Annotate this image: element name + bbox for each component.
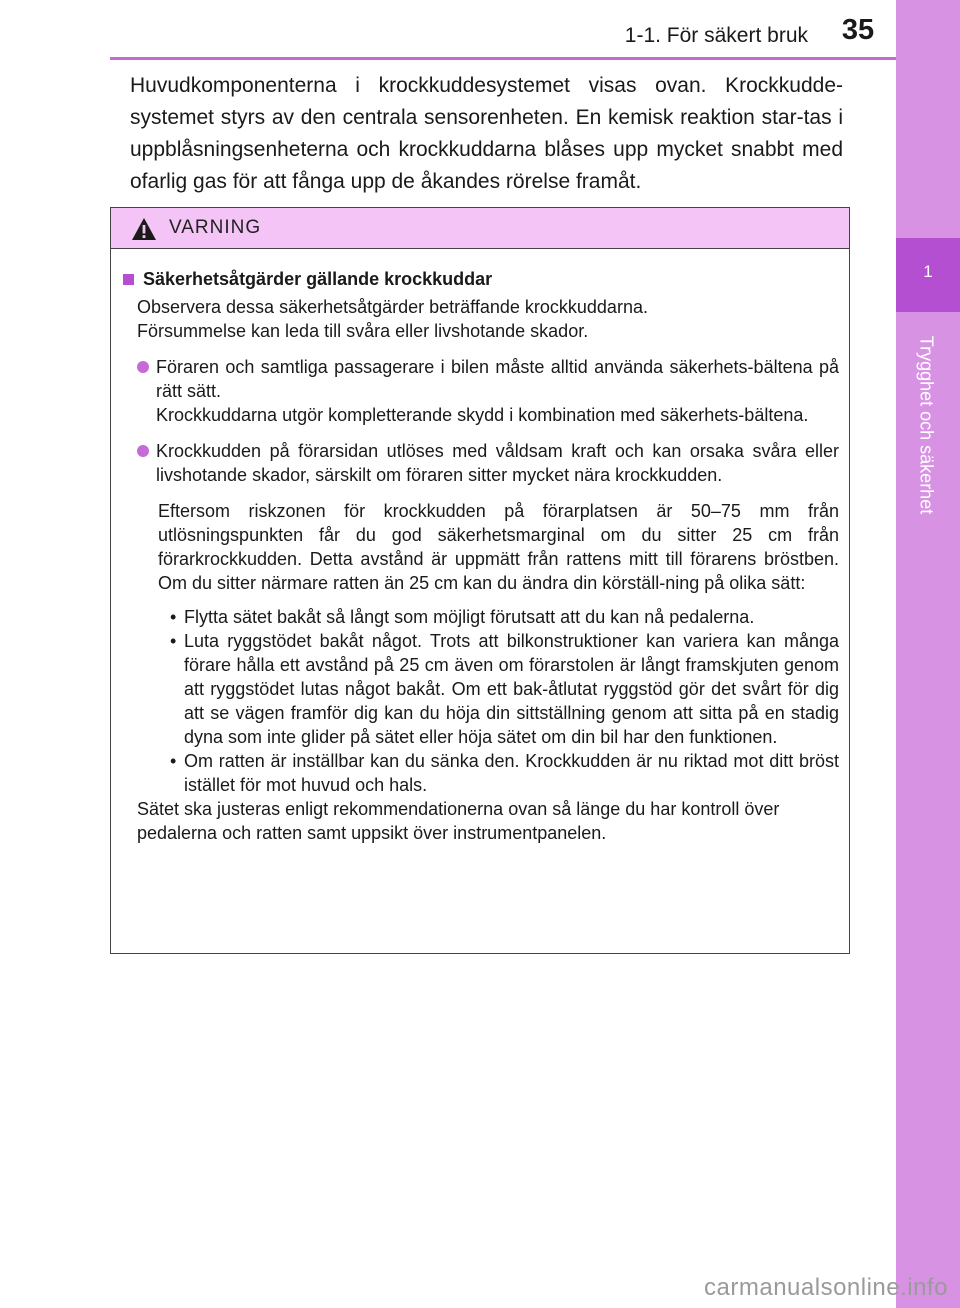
- sub-item-text: Om ratten är inställbar kan du sänka den. Krockkudden är nu riktad mot ditt bröst istället för mot huvud och hals.: [184, 751, 839, 795]
- warning-lead-2: Försummelse kan leda till svåra eller livshotande skador.: [137, 321, 589, 341]
- sub-item-text: Flytta sätet bakåt så långt som möjligt förutsatt att du kan nå pedalerna.: [184, 607, 755, 627]
- detail-paragraph: Eftersom riskzonen för krockkudden på förarplatsen är 50–75 mm från utlösningspunkten får du god säkerhetsmarginal om du sitter 25 cm från förarkrockkudden. Detta avstånd är uppmätt från rattens mitt till förarens bröstben. Om du sitter närmare ratten än 25 cm kan du ändra din körställ-ning på olika sätt:: [158, 501, 839, 593]
- sub-list-item: [158, 605, 839, 629]
- section-title: 1-1. För säkert bruk: [624, 24, 808, 47]
- bullet-text: Krockkudden på förarsidan utlöses med våldsam kraft och kan orsaka svåra eller livshotande skador, särskilt om föraren sitter mycket nära krockkudden.: [156, 441, 839, 485]
- dot-bullet-icon: •: [170, 751, 177, 771]
- warning-header: [111, 208, 849, 249]
- header-rule: [110, 57, 896, 60]
- sub-list-item: [158, 749, 839, 797]
- chapter-number: 1: [923, 262, 933, 281]
- page-number: 35: [841, 14, 875, 46]
- watermark-link[interactable]: carmanualsonline.info: [704, 1274, 948, 1301]
- side-tab-band: [896, 0, 960, 1308]
- warning-heading-text: Säkerhetsåtgärder gällande krockkuddar: [143, 269, 493, 289]
- chapter-title: Trygghet och säkerhet: [916, 335, 937, 515]
- warning-heading: [123, 267, 839, 291]
- sub-item-text: Luta ryggstödet bakåt något. Trots att bilkonstruktioner kan variera kan många förare hålla ett avstånd på 25 cm även om förarstolen är långt framskjuten genom att ryggstödet lutas något bakåt. Om ett bak-åtlutat ryggstöd gör det svårt för dig att se vägen framför dig kan du höja din sittställning genom att sitta på en stadig dyna som inte glider på sätet eller höja sätet om din bil har den funktionen.: [184, 631, 839, 747]
- closing-paragraph: Sätet ska justeras enligt rekommendationerna ovan så länge du har kontroll över pedalerna och ratten samt uppsikt över instrumentpanelen.: [137, 799, 780, 843]
- dot-bullet-icon: •: [170, 607, 177, 627]
- warning-title: VARNING: [169, 217, 262, 238]
- bullet-text: Föraren och samtliga passagerare i bilen måste alltid använda säkerhets-bältena på rätt sätt.: [156, 357, 839, 401]
- square-bullet-icon: [123, 274, 134, 285]
- warning-triangle-icon: [131, 217, 157, 246]
- dot-bullet-icon: •: [170, 631, 177, 651]
- intro-paragraph: Huvudkomponenterna i krockkuddesystemet visas ovan. Krockkudde-systemet styrs av den centrala sensorenheten. En kemisk reaktion star-tas i uppblåsningsenheterna och krockkuddarna blåses upp mycket snabbt med ofarlig gas för att fånga upp de åkandes rörelse framåt.: [130, 74, 843, 193]
- circle-bullet-icon: [137, 445, 149, 457]
- bullet-text-2: Krockkuddarna utgör kompletterande skydd i kombination med säkerhets-bältena.: [156, 405, 809, 425]
- circle-bullet-icon: [137, 361, 149, 373]
- warning-content: [111, 249, 849, 845]
- sub-list: [158, 605, 839, 797]
- warning-box: [110, 207, 850, 954]
- warning-bullet: [137, 355, 839, 427]
- warning-bullet: [137, 439, 839, 487]
- warning-lead: Observera dessa säkerhetsåtgärder beträffande krockkuddarna.: [137, 297, 648, 317]
- sub-list-item: [158, 629, 839, 749]
